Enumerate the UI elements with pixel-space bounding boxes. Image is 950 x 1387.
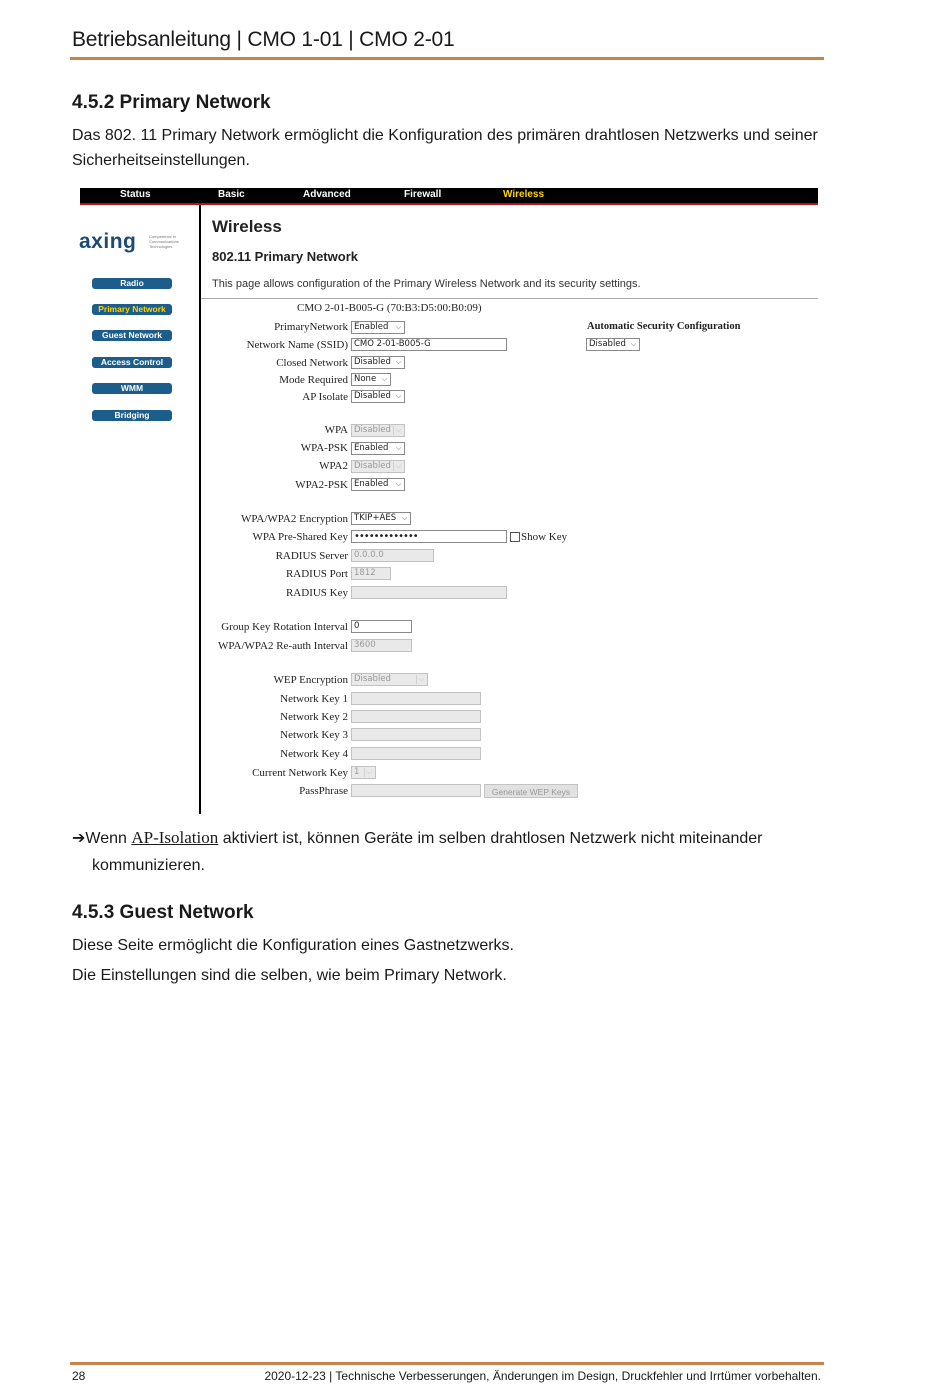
network-key-2-input[interactable] — [351, 710, 481, 723]
label-passphrase: PassPhrase — [299, 785, 348, 797]
show-key-checkbox[interactable] — [510, 532, 520, 542]
label-wpa-encryption: WPA/WPA2 Encryption — [240, 513, 348, 525]
sidebar-item-guest-network[interactable]: Guest Network — [92, 330, 172, 341]
router-ui-screenshot — [75, 186, 818, 814]
chevron-down-icon: ⌵ — [416, 675, 426, 684]
device-id: CMO 2-01-B005-G (70:B3:D5:00:B0:09) — [297, 302, 482, 314]
nav-advanced[interactable]: Advanced — [303, 189, 351, 200]
network-key-3-input[interactable] — [351, 728, 481, 741]
top-nav-bar — [80, 188, 818, 205]
arrow-right-icon: ➔ — [72, 830, 86, 847]
logo-tagline: Competence in Communications Technologies — [149, 234, 179, 249]
nav-status[interactable]: Status — [120, 189, 151, 200]
label-group-key-rotation: Group Key Rotation Interval — [221, 621, 348, 633]
page-subtitle: 802.11 Primary Network — [212, 249, 358, 264]
ap-isolation-link[interactable]: AP-Isolation — [131, 828, 219, 847]
label-network-key-4: Network Key 4 — [280, 748, 348, 760]
sidebar-divider — [199, 205, 201, 814]
network-key-4-input[interactable] — [351, 747, 481, 760]
section-paragraph-primary: Das 802. 11 Primary Network ermöglicht die Konfiguration des primären drahtlosen Netzwerks und seiner Sicherheitseinstellungen. — [72, 127, 818, 169]
footer-disclaimer: 2020-12-23 | Technische Verbesserungen, Änderungen im Design, Druckfehler und Irrtümer vorbehalten. — [264, 1369, 821, 1383]
label-network-key-2: Network Key 2 — [280, 711, 348, 723]
ap-isolation-note: ➔Wenn AP-Isolation aktiviert ist, können Geräte im selben drahtlosen Netzwerk nicht miteinander kommunizieren. — [72, 828, 763, 874]
chevron-down-icon: ⌵ — [395, 392, 402, 400]
chevron-down-icon: ⌵ — [401, 514, 408, 522]
sidebar-item-primary-network[interactable]: Primary Network — [92, 304, 172, 315]
primary-network-select[interactable]: Enabled ⌵ — [351, 321, 405, 334]
network-key-1-input[interactable] — [351, 692, 481, 705]
section-paragraph-guest-2: Die Einstellungen sind die selben, wie beim Primary Network. — [72, 967, 507, 984]
wpa-select[interactable]: Disabled ⌵ — [351, 424, 405, 437]
group-key-rotation-input[interactable]: 0 — [351, 620, 412, 633]
label-wpa-psk-key: WPA Pre-Shared Key — [252, 531, 348, 543]
page-title: Wireless — [212, 217, 282, 236]
wpa-encryption-select[interactable]: TKIP+AES ⌵ — [351, 512, 411, 525]
label-primary-network: PrimaryNetwork — [274, 321, 348, 333]
header-rule — [70, 57, 824, 60]
chevron-down-icon: ⌵ — [395, 323, 402, 331]
nav-wireless[interactable]: Wireless — [503, 189, 545, 200]
label-wep-encryption: WEP Encryption — [273, 674, 348, 686]
chevron-down-icon: ⌵ — [395, 480, 402, 488]
section-paragraph-guest-1: Diese Seite ermöglicht die Konfiguration eines Gastnetzwerks. — [72, 937, 514, 954]
axing-logo: axing — [79, 230, 137, 253]
wpa2-psk-select[interactable]: Enabled ⌵ — [351, 478, 405, 491]
chevron-down-icon: ⌵ — [395, 358, 402, 366]
chevron-down-icon: ⌵ — [630, 340, 637, 348]
sidebar-item-bridging[interactable]: Bridging — [92, 410, 172, 421]
sidebar-item-wmm[interactable]: WMM — [92, 383, 172, 394]
nav-basic[interactable]: Basic — [218, 189, 245, 200]
chevron-down-icon: ⌵ — [393, 462, 403, 471]
closed-network-select[interactable]: Disabled ⌵ — [351, 356, 405, 369]
label-ssid: Network Name (SSID) — [246, 339, 348, 351]
chevron-down-icon: ⌵ — [381, 375, 388, 383]
mode-required-select[interactable]: None ⌵ — [351, 373, 391, 386]
ssid-input[interactable]: CMO 2-01-B005-G — [351, 338, 507, 351]
label-radius-key: RADIUS Key — [285, 587, 348, 599]
label-network-key-3: Network Key 3 — [280, 729, 348, 741]
wpa-psk-key-input[interactable]: ••••••••••••• — [351, 530, 507, 543]
label-current-network-key: Current Network Key — [252, 767, 348, 779]
chevron-down-icon: ⌵ — [395, 444, 402, 452]
label-network-key-1: Network Key 1 — [280, 693, 348, 705]
label-wpa2: WPA2 — [319, 460, 348, 472]
auto-security-label: Automatic Security Configuration — [587, 321, 741, 332]
passphrase-input[interactable] — [351, 784, 481, 797]
radius-server-input[interactable]: 0.0.0.0 — [351, 549, 434, 562]
sidebar-item-radio[interactable]: Radio — [92, 278, 172, 289]
label-wpa2-psk: WPA2-PSK — [295, 479, 348, 491]
wep-encryption-select[interactable]: Disabled ⌵ — [351, 673, 428, 686]
reauth-interval-input[interactable]: 3600 — [351, 639, 412, 652]
label-ap-isolate: AP Isolate — [302, 391, 348, 403]
auto-security-select[interactable]: Disabled ⌵ — [586, 338, 640, 351]
nav-firewall[interactable]: Firewall — [404, 189, 442, 200]
label-mode-required: Mode Required — [279, 374, 348, 386]
ap-isolate-select[interactable]: Disabled ⌵ — [351, 390, 405, 403]
chevron-down-icon: ⌵ — [364, 768, 374, 777]
wpa-psk-select[interactable]: Enabled ⌵ — [351, 442, 405, 455]
section-heading-primary: 4.5.2 Primary Network — [72, 92, 271, 113]
label-wpa-psk: WPA-PSK — [300, 442, 348, 454]
section-heading-guest: 4.5.3 Guest Network — [72, 902, 254, 923]
page-description: This page allows configuration of the Primary Wireless Network and its security settings. — [212, 278, 641, 290]
radius-key-input[interactable] — [351, 586, 507, 599]
current-network-key-select[interactable]: 1 ⌵ — [351, 766, 376, 779]
label-closed-network: Closed Network — [276, 357, 348, 369]
footer-rule — [70, 1362, 824, 1365]
wpa2-select[interactable]: Disabled ⌵ — [351, 460, 405, 473]
label-reauth-interval: WPA/WPA2 Re-auth Interval — [218, 640, 348, 652]
sidebar-item-access-control[interactable]: Access Control — [92, 357, 172, 368]
show-key-label: Show Key — [521, 531, 568, 543]
page-number: 28 — [72, 1369, 86, 1383]
label-wpa: WPA — [324, 424, 348, 436]
chevron-down-icon: ⌵ — [393, 426, 403, 435]
generate-wep-keys-button[interactable]: Generate WEP Keys — [484, 784, 578, 798]
content-divider — [201, 298, 818, 299]
document-header-title: Betriebsanleitung | CMO 1-01 | CMO 2-01 — [72, 28, 455, 51]
label-radius-server: RADIUS Server — [275, 550, 348, 562]
radius-port-input[interactable]: 1812 — [351, 567, 391, 580]
label-radius-port: RADIUS Port — [285, 568, 348, 580]
